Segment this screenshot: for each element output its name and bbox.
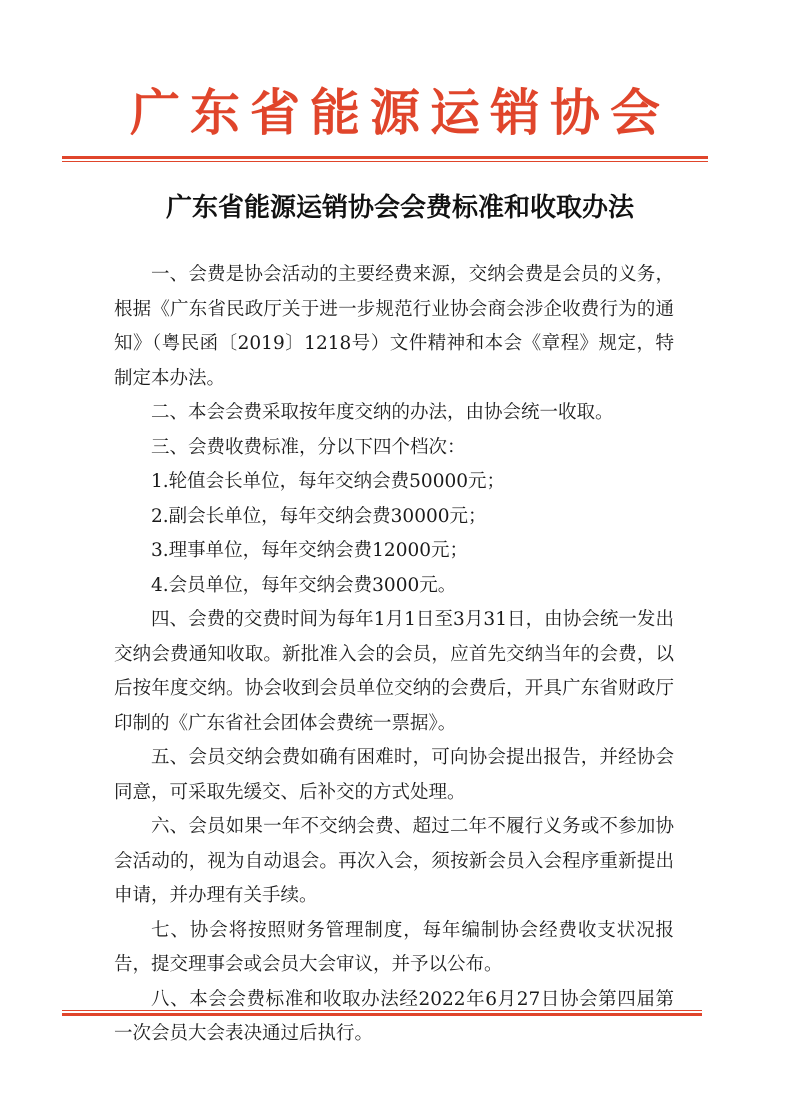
document-body (114, 258, 674, 1052)
fee-tier-3: 3.理事单位，每年交纳会费12000元； (151, 540, 469, 561)
letterhead-divider-top (62, 156, 708, 162)
paragraph-7: 七、协会将按照财务管理制度，每年编制协会经费收支状况报告，提交理事会或会员大会审议，并予以公布。 (114, 919, 674, 975)
paragraph-6: 六、会员如果一年不交纳会费、超过二年不履行义务或不参加协会活动的，视为自动退会。再次入会，须按新会员入会程序重新提出申请，并办理有关手续。 (114, 816, 674, 906)
letterhead-org-name: 广东省能源运销协会 (130, 83, 670, 142)
paragraph-8: 八、本会会费标准和收取办法经2022年6月27日协会第四届第一次会员大会表决通过后执行。 (114, 988, 674, 1044)
fee-tier-2: 2.副会长单位，每年交纳会费30000元； (151, 505, 487, 527)
fee-tier-1: 1.轮值会长单位，每年交纳会费50000元； (151, 471, 506, 492)
paragraph-3: 三、会费收费标准，分以下四个档次： (151, 436, 466, 458)
paragraph-2: 二、本会会费采取按年度交纳的办法，由协会统一收取。 (151, 402, 614, 423)
footer-divider-bottom (62, 1010, 702, 1016)
document-title: 广东省能源运销协会会费标准和收取办法 (165, 193, 634, 223)
paragraph-4: 四、会费的交费时间为每年1月1日至3月31日，由协会统一发出交纳会费通知收取。新批准入会的会员，应首先交纳当年的会费，以后按年度交纳。协会收到会员单位交纳的会费后，开具广东省财政厅印制的《广东省社会团体会费统一票据》。 (114, 609, 674, 734)
paragraph-1: 一、会费是协会活动的主要经费来源，交纳会费是会员的义务，根据《广东省民政厅关于进一步规范行业协会商会涉企收费行为的通知》（粤民函〔2019〕1218号）文件精神和本会《章程》规定，特制定本办法。 (114, 264, 674, 389)
paragraph-5: 五、会员交纳会费如确有困难时，可向协会提出报告，并经协会同意，可采取先缓交、后补交的方式处理。 (114, 747, 674, 803)
fee-tier-4: 4.会员单位，每年交纳会费3000元。 (151, 574, 457, 596)
